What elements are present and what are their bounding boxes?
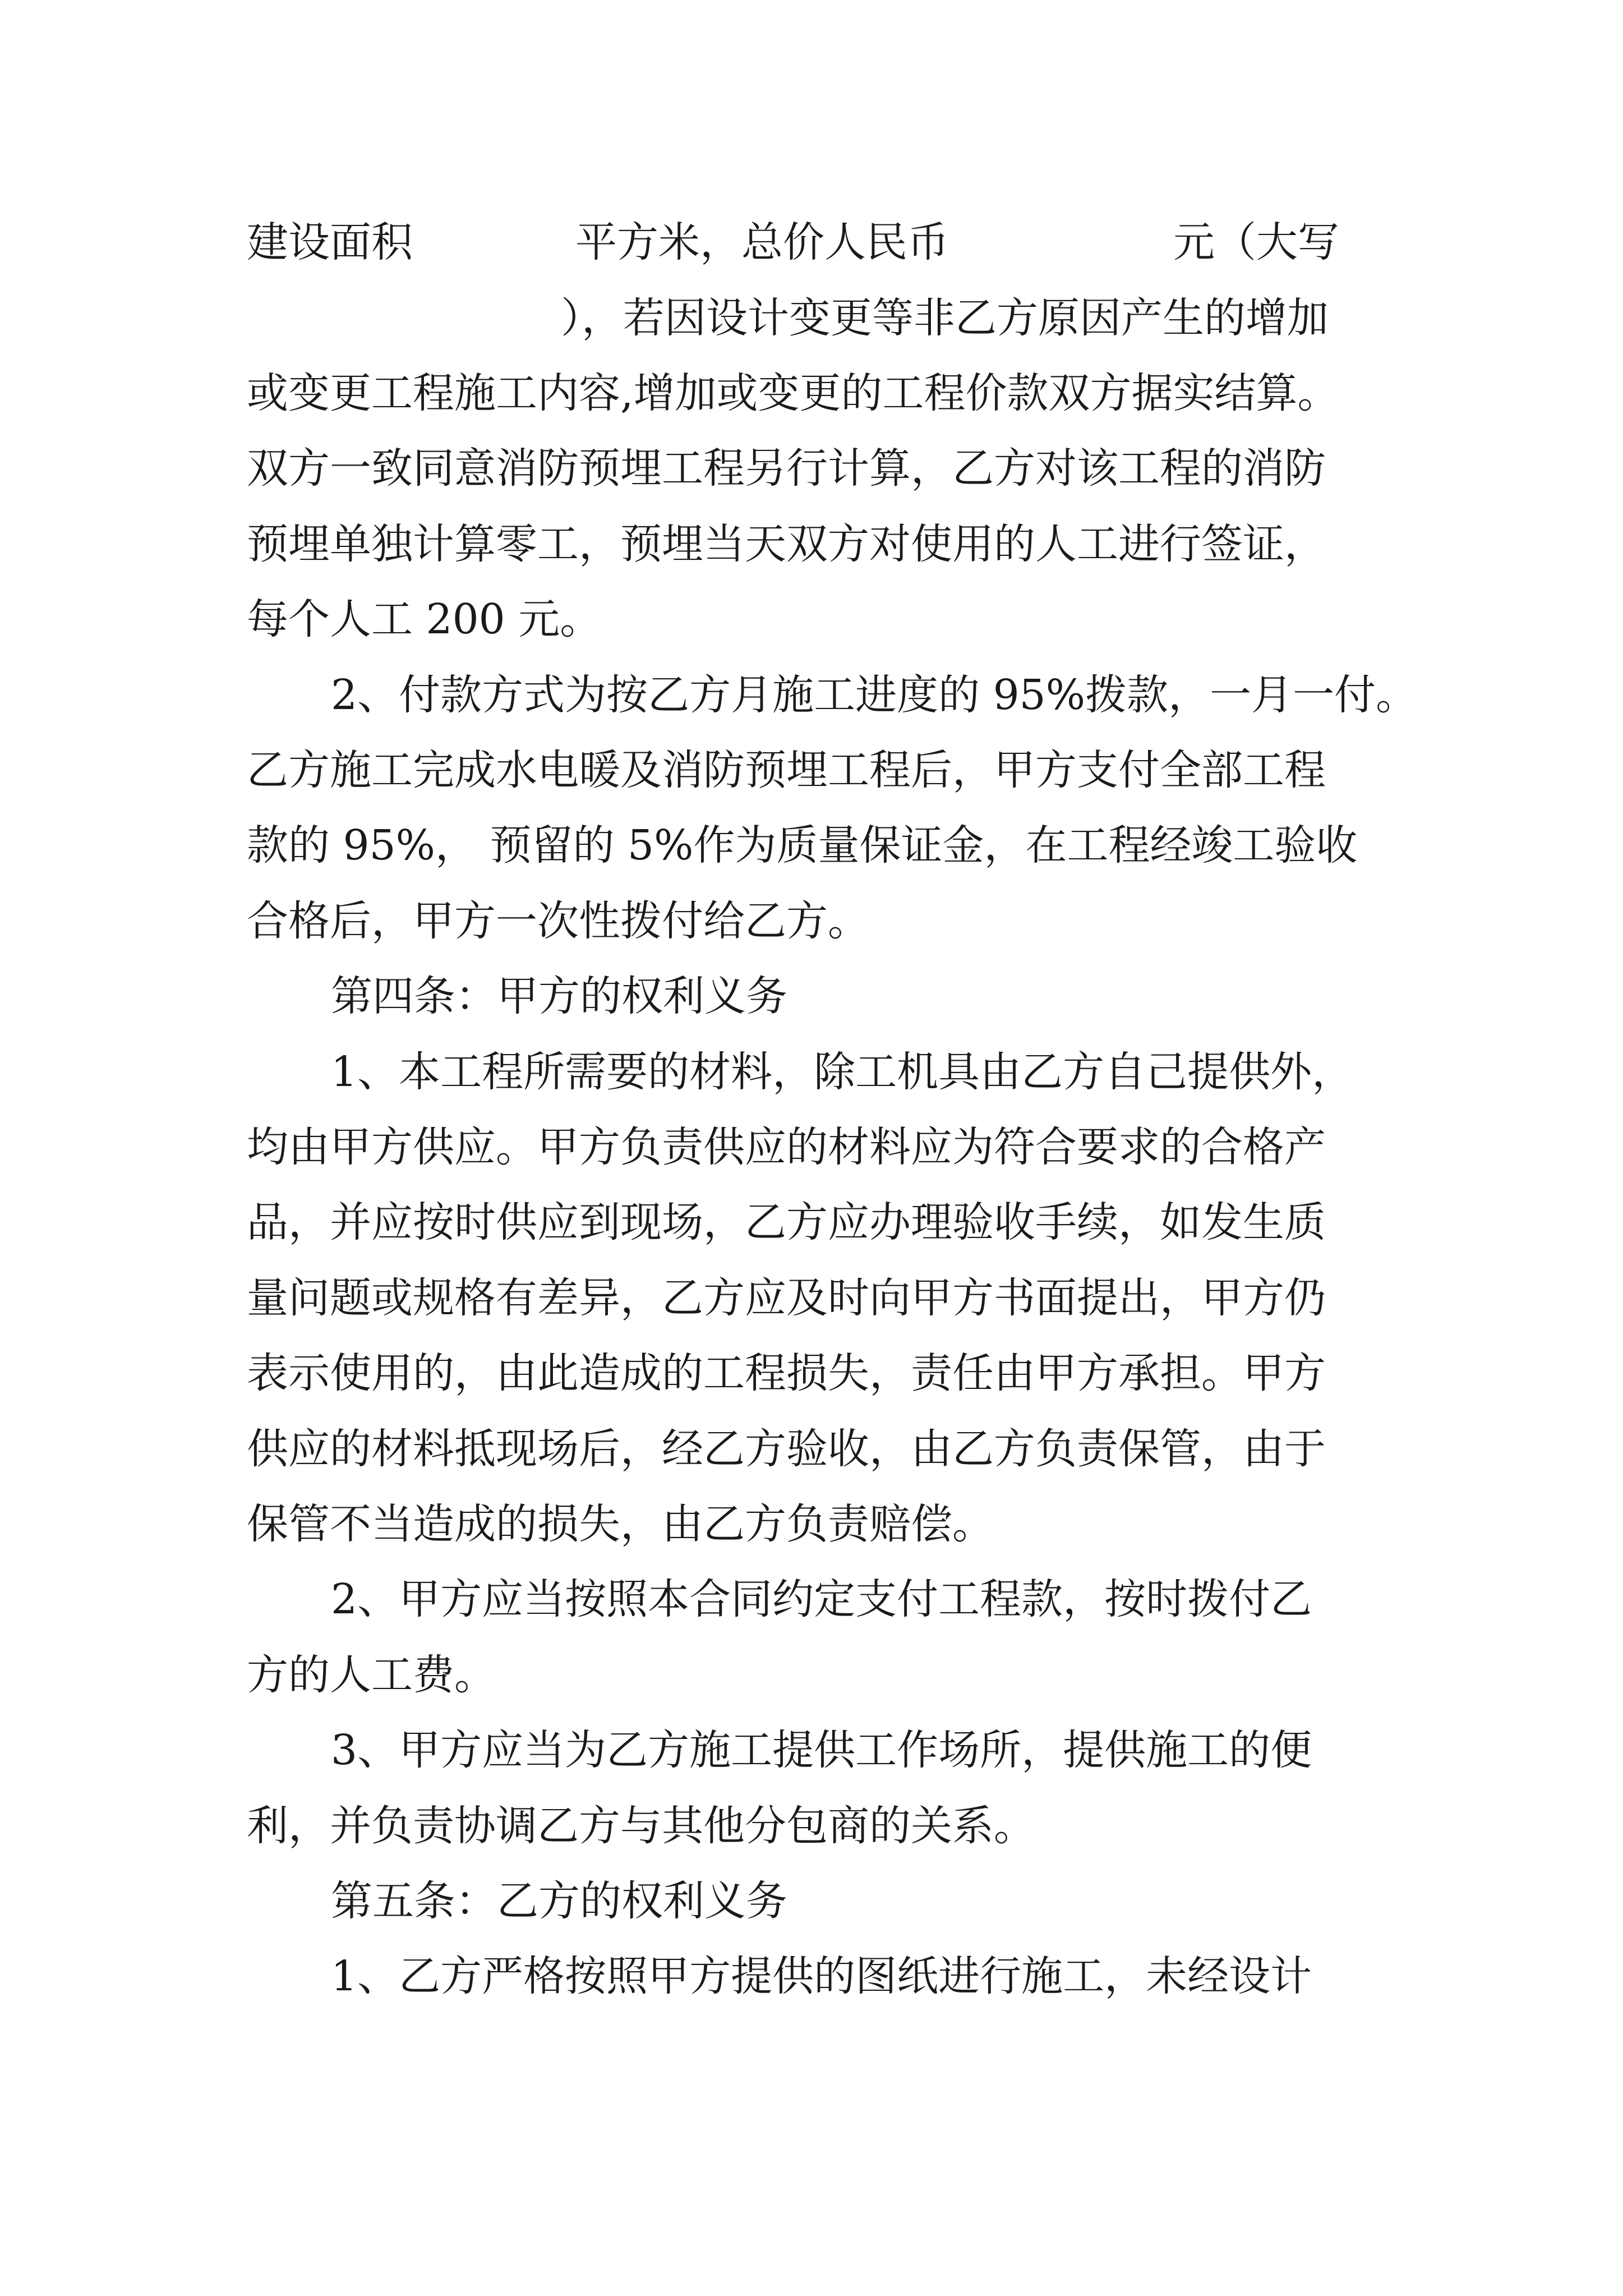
body-line: 双方一致同意消防预埋工程另行计算，乙方对该工程的消防 (247, 444, 1326, 493)
body-line: 均由甲方供应。甲方负责供应的材料应为符合要求的合格产 (247, 1123, 1326, 1171)
text-segment: 建设面积 (247, 218, 413, 266)
paragraph-start-line: 2、甲方应当按照本合同约定支付工程款，按时拨付乙 (331, 1575, 1312, 1623)
text-segment: 元（大写 (1173, 218, 1339, 266)
section-heading: 第五条：乙方的权利义务 (331, 1877, 787, 1925)
body-line: 方的人工费。 (247, 1651, 496, 1699)
body-line (247, 279, 1329, 357)
body-line: 或变更工程施工内容,增加或变更的工程价款双方据实结算。 (247, 369, 1339, 417)
body-line: 预埋单独计算零工，预埋当天双方对使用的人工进行签证， (247, 520, 1326, 568)
body-line (247, 203, 1339, 282)
body-line: 款的 95%， 预留的 5%作为质量保证金，在工程经竣工验收 (247, 821, 1358, 869)
body-line: 品，并应按时供应到现场，乙方应办理验收手续，如发生质 (247, 1198, 1326, 1246)
section-heading: 第四条：甲方的权利义务 (331, 972, 787, 1020)
text-segment: ），若因设计变更等非乙方原因产生的增加 (561, 294, 1329, 342)
text-segment: 平方米，总价人民币 (575, 218, 949, 266)
paragraph-start-line: 1、本工程所需要的材料，除工机具由乙方自己提供外， (331, 1048, 1354, 1096)
body-line: 表示使用的，由此造成的工程损失，责任由甲方承担。甲方 (247, 1349, 1326, 1397)
paragraph-start-line: 2、付款方式为按乙方月施工进度的 95%拨款，一月一付。 (331, 671, 1418, 719)
paragraph-start-line: 1、乙方严格按照甲方提供的图纸进行施工，未经设计 (331, 1952, 1312, 2000)
body-line: 量问题或规格有差异，乙方应及时向甲方书面提出，甲方仍 (247, 1274, 1326, 1322)
body-line: 合格后，甲方一次性拨付给乙方。 (247, 897, 869, 945)
body-line: 利，并负责协调乙方与其他分包商的关系。 (247, 1802, 1035, 1850)
body-line: 保管不当造成的损失，由乙方负责赔偿。 (247, 1500, 994, 1548)
paragraph-start-line: 3、甲方应当为乙方施工提供工作场所，提供施工的便 (331, 1726, 1312, 1774)
body-line: 供应的材料抵现场后，经乙方验收，由乙方负责保管，由于 (247, 1425, 1326, 1473)
body-line: 每个人工 200 元。 (247, 595, 602, 643)
body-line: 乙方施工完成水电暖及消防预埋工程后，甲方支付全部工程 (247, 746, 1326, 794)
